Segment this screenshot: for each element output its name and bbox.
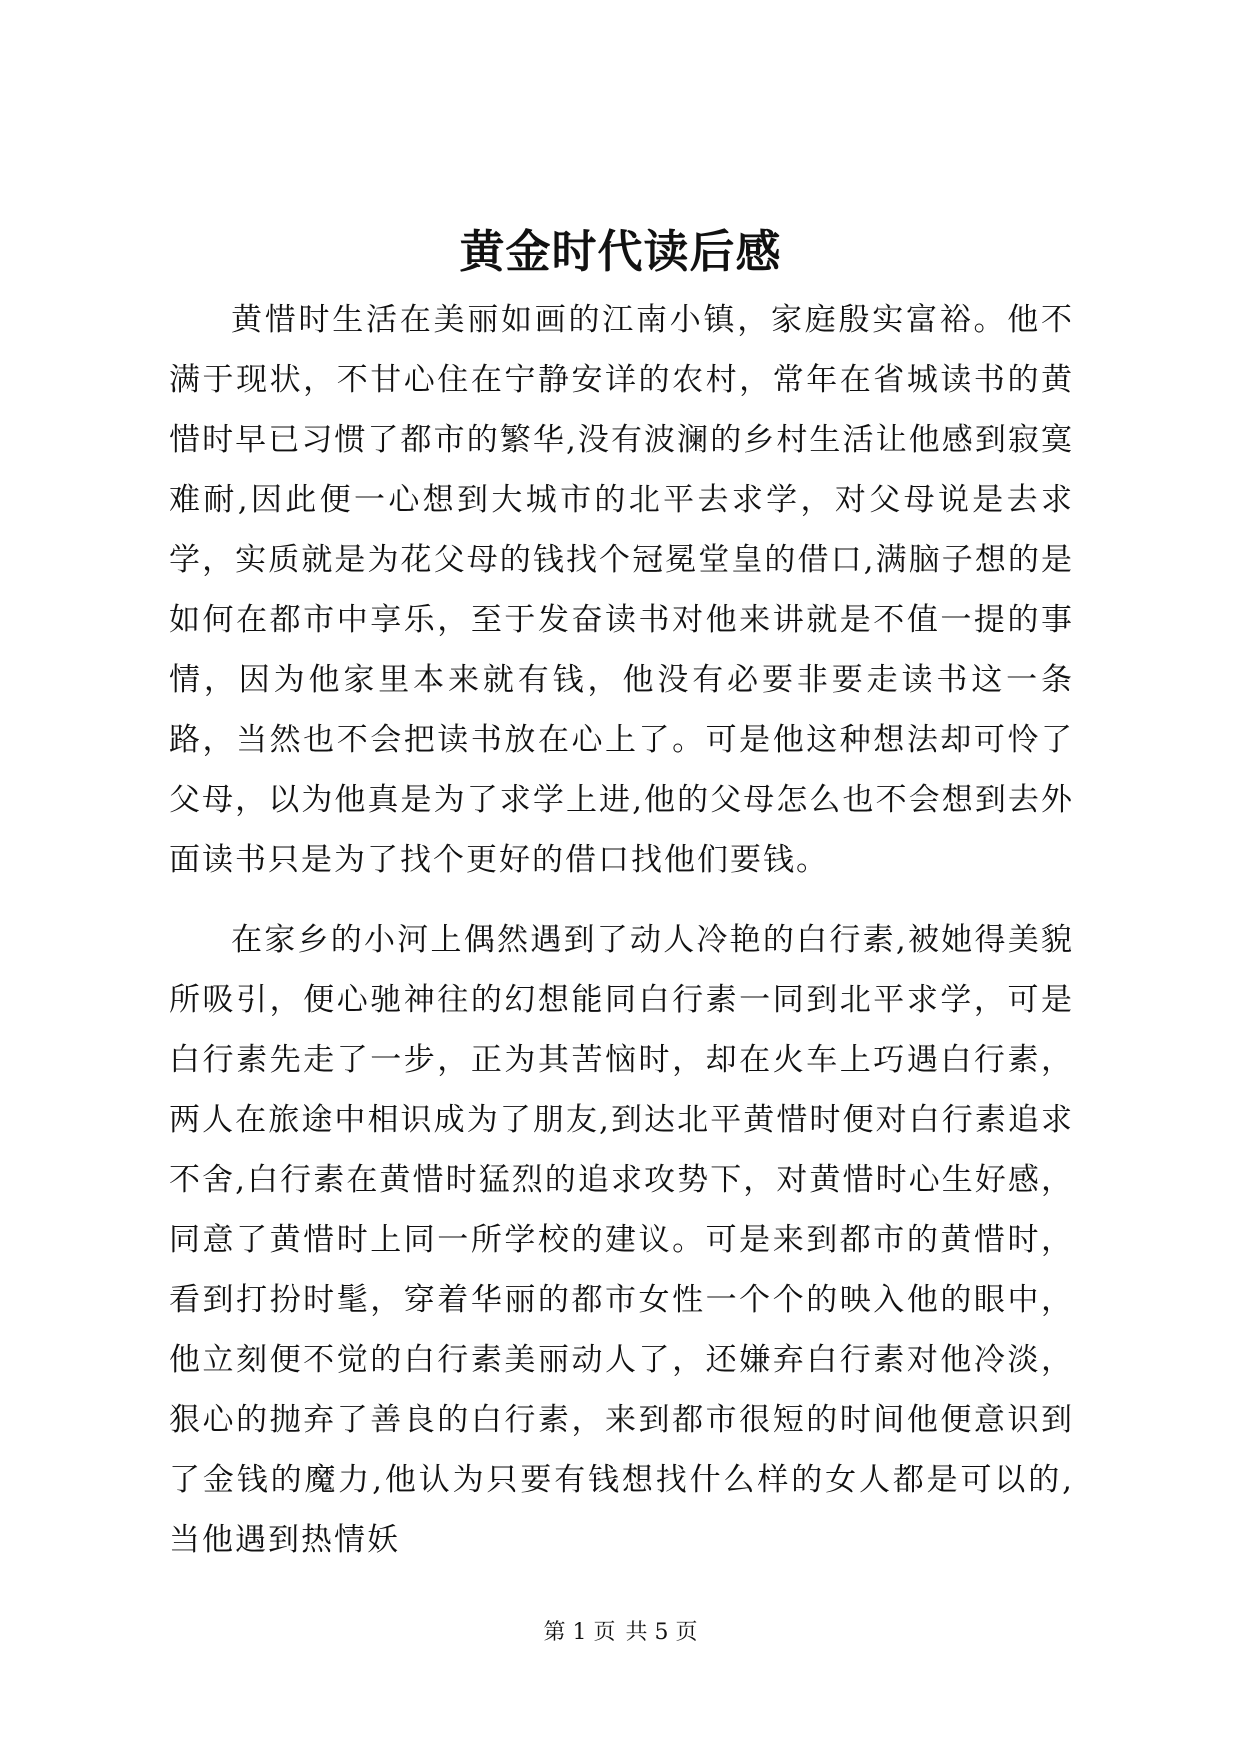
document-title: 黄金时代读后感 [459, 225, 782, 278]
page-total: 共 5 页 [625, 1620, 698, 1645]
page-number: 第 1 页 [543, 1620, 616, 1645]
paragraph-2: 在家乡的小河上偶然遇到了动人冷艳的白行素,被她得美貌所吸引，便心驰神往的幻想能同白行素一同到北平求学，可是白行素先走了一步，正为其苦恼时，却在火车上巧遇白行素，两人在旅途中相识成为了朋友,到达北平黄惜时便对白行素追求不舍,白行素在黄惜时猛烈的追求攻势下，对黄惜时心生好感，同意了黄惜时上同一所学校的建议。可是来到都市的黄惜时，看到打扮时髦，穿着华丽的都市女性一个个的映入他的眼中，他立刻便不觉的白行素美丽动人了，还嫌弃白行素对他冷淡，狠心的抛弃了善良的白行素，来到都市很短的时间他便意识到了金钱的魔力,他认为只要有钱想找什么样的女人都是可以的,当他遇到热情妖 [169, 922, 1074, 1558]
page-footer [0, 1618, 1241, 1648]
document-body [169, 290, 1074, 1570]
paragraph-1: 黄惜时生活在美丽如画的江南小镇，家庭殷实富裕。他不满于现状，不甘心住在宁静安详的农村，常年在省城读书的黄惜时早已习惯了都市的繁华,没有波澜的乡村生活让他感到寂寞难耐,因此便一心想到大城市的北平去求学，对父母说是去求学，实质就是为花父母的钱找个冠冕堂皇的借口,满脑子想的是如何在都市中享乐，至于发奋读书对他来讲就是不值一提的事情，因为他家里本来就有钱，他没有必要非要走读书这一条路，当然也不会把读书放在心上了。可是他这种想法却可怜了父母，以为他真是为了求学上进,他的父母怎么也不会想到去外面读书只是为了找个更好的借口找他们要钱。 [169, 302, 1074, 878]
